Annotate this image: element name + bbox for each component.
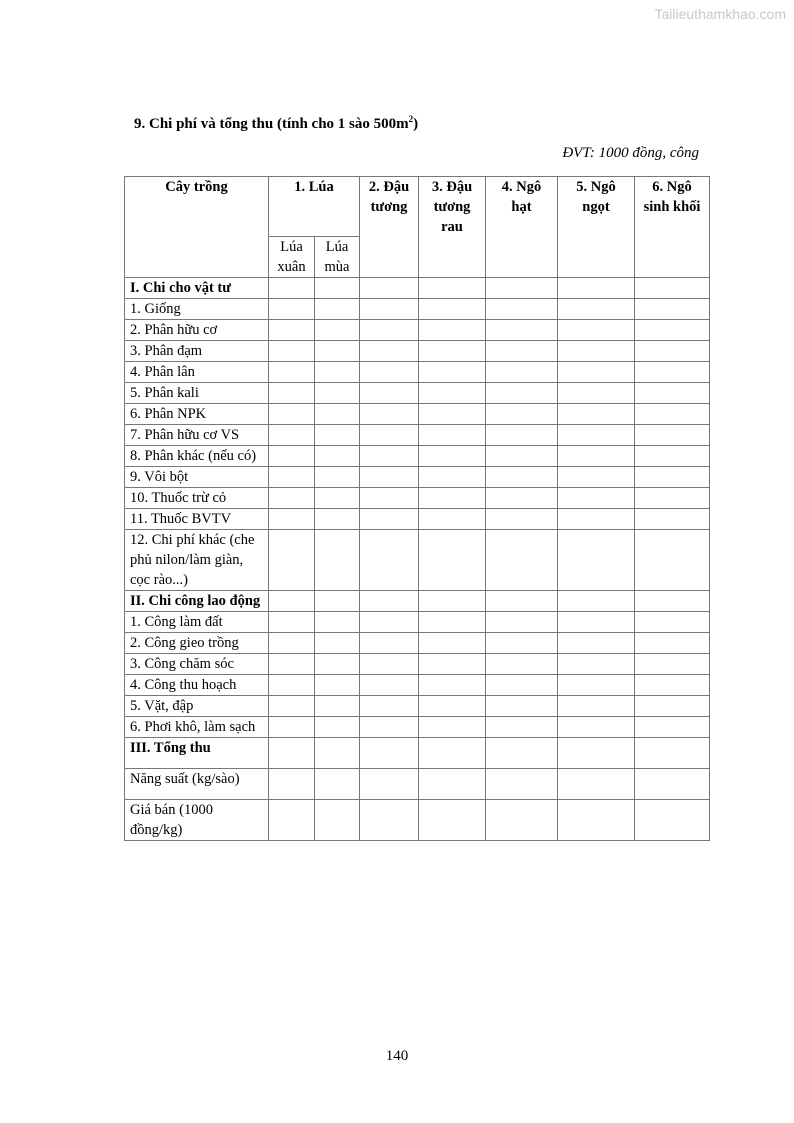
empty-cell[interactable] (558, 488, 635, 509)
col-lua-header: 1. Lúa (269, 177, 360, 237)
empty-cell[interactable] (558, 362, 635, 383)
empty-cell[interactable] (558, 717, 635, 738)
col-lua-xuan-header: Lúa xuân (269, 237, 315, 278)
row-label: 3. Công chăm sóc (125, 654, 269, 675)
empty-cell[interactable] (486, 362, 558, 383)
empty-cell[interactable] (360, 530, 419, 591)
empty-cell[interactable] (419, 278, 486, 299)
empty-cell[interactable] (315, 383, 360, 404)
row-label: 2. Phân hữu cơ (125, 320, 269, 341)
empty-cell[interactable] (558, 278, 635, 299)
empty-cell[interactable] (419, 320, 486, 341)
table-row (125, 509, 710, 530)
row-label: 3. Phân đạm (125, 341, 269, 362)
empty-cell[interactable] (269, 299, 315, 320)
row-label: 4. Công thu hoạch (125, 675, 269, 696)
empty-cell[interactable] (486, 320, 558, 341)
empty-cell[interactable] (315, 362, 360, 383)
empty-cell[interactable] (360, 612, 419, 633)
empty-cell[interactable] (486, 717, 558, 738)
empty-cell[interactable] (486, 425, 558, 446)
table-row (125, 320, 710, 341)
section-label: I. Chi cho vật tư (125, 278, 269, 299)
empty-cell[interactable] (635, 488, 710, 509)
table-row (125, 404, 710, 425)
empty-cell[interactable] (269, 488, 315, 509)
empty-cell[interactable] (419, 404, 486, 425)
empty-cell[interactable] (419, 612, 486, 633)
empty-cell[interactable] (558, 299, 635, 320)
table-row (125, 446, 710, 467)
empty-cell[interactable] (558, 633, 635, 654)
empty-cell[interactable] (269, 278, 315, 299)
empty-cell[interactable] (315, 717, 360, 738)
empty-cell[interactable] (558, 800, 635, 841)
empty-cell[interactable] (635, 404, 710, 425)
empty-cell[interactable] (315, 320, 360, 341)
empty-cell[interactable] (486, 654, 558, 675)
empty-cell[interactable] (269, 696, 315, 717)
empty-cell[interactable] (419, 362, 486, 383)
empty-cell[interactable] (269, 612, 315, 633)
empty-cell[interactable] (635, 800, 710, 841)
row-label: 11. Thuốc BVTV (125, 509, 269, 530)
empty-cell[interactable] (419, 717, 486, 738)
empty-cell[interactable] (558, 696, 635, 717)
title-end: ) (413, 116, 419, 132)
empty-cell[interactable] (419, 633, 486, 654)
empty-cell[interactable] (315, 696, 360, 717)
table-row (125, 717, 710, 738)
empty-cell[interactable] (635, 299, 710, 320)
watermark: Tailieuthamkhao.com (654, 6, 786, 22)
empty-cell[interactable] (269, 383, 315, 404)
empty-cell[interactable] (558, 530, 635, 591)
empty-cell[interactable] (360, 675, 419, 696)
empty-cell[interactable] (269, 800, 315, 841)
empty-cell[interactable] (315, 612, 360, 633)
empty-cell[interactable] (315, 425, 360, 446)
empty-cell[interactable] (315, 446, 360, 467)
empty-cell[interactable] (558, 383, 635, 404)
empty-cell[interactable] (486, 446, 558, 467)
empty-cell[interactable] (486, 278, 558, 299)
empty-cell[interactable] (635, 612, 710, 633)
empty-cell[interactable] (315, 278, 360, 299)
empty-cell[interactable] (486, 341, 558, 362)
empty-cell[interactable] (419, 800, 486, 841)
empty-cell[interactable] (558, 509, 635, 530)
table-row (125, 341, 710, 362)
empty-cell[interactable] (315, 675, 360, 696)
empty-cell[interactable] (635, 530, 710, 591)
title-superscript: 2 (408, 114, 414, 124)
empty-cell[interactable] (486, 591, 558, 612)
col-dau-tuong-rau-header: 3. Đậu tương rau (419, 177, 486, 278)
row-label: 2. Công gieo trồng (125, 633, 269, 654)
section-label: III. Tổng thu (125, 738, 269, 769)
empty-cell[interactable] (360, 278, 419, 299)
unit-note: ĐVT: 1000 đồng, công (562, 145, 699, 161)
table-row (125, 591, 710, 612)
empty-cell[interactable] (419, 591, 486, 612)
table-row (125, 425, 710, 446)
empty-cell[interactable] (419, 488, 486, 509)
row-label: 7. Phân hữu cơ VS (125, 425, 269, 446)
empty-cell[interactable] (269, 362, 315, 383)
empty-cell[interactable] (315, 591, 360, 612)
empty-cell[interactable] (419, 425, 486, 446)
empty-cell[interactable] (558, 612, 635, 633)
empty-cell[interactable] (269, 675, 315, 696)
empty-cell[interactable] (269, 591, 315, 612)
section-title (134, 114, 418, 133)
empty-cell[interactable] (558, 425, 635, 446)
row-label: 8. Phân khác (nếu có) (125, 446, 269, 467)
empty-cell[interactable] (315, 404, 360, 425)
empty-cell[interactable] (558, 467, 635, 488)
col-ngo-ngot-header: 5. Ngô ngọt (558, 177, 635, 278)
empty-cell[interactable] (635, 362, 710, 383)
table-row (125, 738, 710, 769)
empty-cell[interactable] (360, 654, 419, 675)
empty-cell[interactable] (486, 509, 558, 530)
empty-cell[interactable] (635, 341, 710, 362)
empty-cell[interactable] (635, 769, 710, 800)
row-label: 5. Phân kali (125, 383, 269, 404)
empty-cell[interactable] (558, 738, 635, 769)
empty-cell[interactable] (315, 488, 360, 509)
empty-cell[interactable] (558, 654, 635, 675)
empty-cell[interactable] (360, 404, 419, 425)
row-label: 6. Phân NPK (125, 404, 269, 425)
page-number: 140 (385, 1048, 409, 1064)
cost-table (124, 176, 710, 841)
table-row (125, 633, 710, 654)
empty-cell[interactable] (635, 696, 710, 717)
empty-cell[interactable] (486, 404, 558, 425)
empty-cell[interactable] (635, 446, 710, 467)
empty-cell[interactable] (635, 509, 710, 530)
section-label: II. Chi công lao động (125, 591, 269, 612)
empty-cell[interactable] (419, 446, 486, 467)
table-row (125, 696, 710, 717)
empty-cell[interactable] (635, 320, 710, 341)
row-label: 10. Thuốc trừ cỏ (125, 488, 269, 509)
empty-cell[interactable] (419, 467, 486, 488)
empty-cell[interactable] (635, 467, 710, 488)
empty-cell[interactable] (558, 675, 635, 696)
empty-cell[interactable] (419, 341, 486, 362)
empty-cell[interactable] (269, 530, 315, 591)
row-label: 6. Phơi khô, làm sạch (125, 717, 269, 738)
empty-cell[interactable] (635, 717, 710, 738)
empty-cell[interactable] (360, 769, 419, 800)
empty-cell[interactable] (486, 612, 558, 633)
empty-cell[interactable] (360, 488, 419, 509)
table-row (125, 467, 710, 488)
empty-cell[interactable] (269, 404, 315, 425)
empty-cell[interactable] (269, 738, 315, 769)
empty-cell[interactable] (558, 341, 635, 362)
empty-cell[interactable] (315, 738, 360, 769)
empty-cell[interactable] (558, 446, 635, 467)
empty-cell[interactable] (315, 467, 360, 488)
empty-cell[interactable] (558, 404, 635, 425)
empty-cell[interactable] (635, 383, 710, 404)
empty-cell[interactable] (419, 769, 486, 800)
empty-cell[interactable] (558, 320, 635, 341)
row-label: 12. Chi phí khác (che phủ nilon/làm giàn, cọc rào...) (125, 530, 269, 591)
empty-cell[interactable] (315, 299, 360, 320)
header-row (125, 177, 710, 237)
empty-cell[interactable] (486, 738, 558, 769)
row-label: 1. Giống (125, 299, 269, 320)
empty-cell[interactable] (360, 633, 419, 654)
empty-cell[interactable] (635, 278, 710, 299)
empty-cell[interactable] (315, 800, 360, 841)
table-row (125, 278, 710, 299)
empty-cell[interactable] (269, 425, 315, 446)
empty-cell[interactable] (315, 509, 360, 530)
empty-cell[interactable] (269, 633, 315, 654)
table-row (125, 299, 710, 320)
empty-cell[interactable] (635, 633, 710, 654)
table-row (125, 769, 710, 800)
title-text: 9. Chi phí và tổng thu (tính cho 1 sào 500m (134, 116, 409, 132)
col-ngo-hat-header: 4. Ngô hạt (486, 177, 558, 278)
empty-cell[interactable] (486, 800, 558, 841)
empty-cell[interactable] (315, 530, 360, 591)
col-ngo-sinh-khoi-header: 6. Ngô sinh khối (635, 177, 710, 278)
row-label: Giá bán (1000 đồng/kg) (125, 800, 269, 841)
empty-cell[interactable] (419, 696, 486, 717)
empty-cell[interactable] (360, 320, 419, 341)
empty-cell[interactable] (419, 738, 486, 769)
empty-cell[interactable] (635, 425, 710, 446)
table-row (125, 530, 710, 591)
row-label: 9. Vôi bột (125, 467, 269, 488)
col-dau-tuong-header: 2. Đậu tương (360, 177, 419, 278)
table-row (125, 612, 710, 633)
empty-cell[interactable] (269, 320, 315, 341)
empty-cell[interactable] (360, 696, 419, 717)
empty-cell[interactable] (269, 467, 315, 488)
empty-cell[interactable] (315, 654, 360, 675)
empty-cell[interactable] (419, 654, 486, 675)
table-row (125, 488, 710, 509)
empty-cell[interactable] (419, 675, 486, 696)
empty-cell[interactable] (360, 738, 419, 769)
empty-cell[interactable] (269, 717, 315, 738)
empty-cell[interactable] (486, 383, 558, 404)
empty-cell[interactable] (360, 341, 419, 362)
empty-cell[interactable] (486, 769, 558, 800)
empty-cell[interactable] (419, 383, 486, 404)
crop-header: Cây trồng (125, 177, 269, 278)
empty-cell[interactable] (635, 591, 710, 612)
table-row (125, 362, 710, 383)
table-row (125, 800, 710, 841)
empty-cell[interactable] (486, 488, 558, 509)
empty-cell[interactable] (360, 425, 419, 446)
row-label: Năng suất (kg/sào) (125, 769, 269, 800)
empty-cell[interactable] (419, 509, 486, 530)
empty-cell[interactable] (360, 800, 419, 841)
empty-cell[interactable] (360, 383, 419, 404)
col-lua-mua-header: Lúa mùa (315, 237, 360, 278)
empty-cell[interactable] (360, 299, 419, 320)
empty-cell[interactable] (635, 675, 710, 696)
row-label: 4. Phân lân (125, 362, 269, 383)
empty-cell[interactable] (635, 654, 710, 675)
empty-cell[interactable] (486, 675, 558, 696)
empty-cell[interactable] (419, 299, 486, 320)
empty-cell[interactable] (360, 591, 419, 612)
empty-cell[interactable] (360, 717, 419, 738)
empty-cell[interactable] (315, 769, 360, 800)
empty-cell[interactable] (269, 341, 315, 362)
empty-cell[interactable] (360, 509, 419, 530)
empty-cell[interactable] (269, 654, 315, 675)
empty-cell[interactable] (558, 769, 635, 800)
empty-cell[interactable] (360, 362, 419, 383)
empty-cell[interactable] (486, 633, 558, 654)
row-label: 1. Công làm đất (125, 612, 269, 633)
empty-cell[interactable] (269, 446, 315, 467)
row-label: 5. Vặt, đập (125, 696, 269, 717)
table-row (125, 383, 710, 404)
table-row (125, 675, 710, 696)
empty-cell[interactable] (558, 591, 635, 612)
empty-cell[interactable] (315, 341, 360, 362)
empty-cell[interactable] (419, 530, 486, 591)
empty-cell[interactable] (486, 530, 558, 591)
empty-cell[interactable] (360, 446, 419, 467)
empty-cell[interactable] (315, 633, 360, 654)
empty-cell[interactable] (486, 299, 558, 320)
empty-cell[interactable] (486, 696, 558, 717)
empty-cell[interactable] (360, 467, 419, 488)
empty-cell[interactable] (635, 738, 710, 769)
empty-cell[interactable] (269, 769, 315, 800)
empty-cell[interactable] (269, 509, 315, 530)
table-row (125, 654, 710, 675)
empty-cell[interactable] (486, 467, 558, 488)
